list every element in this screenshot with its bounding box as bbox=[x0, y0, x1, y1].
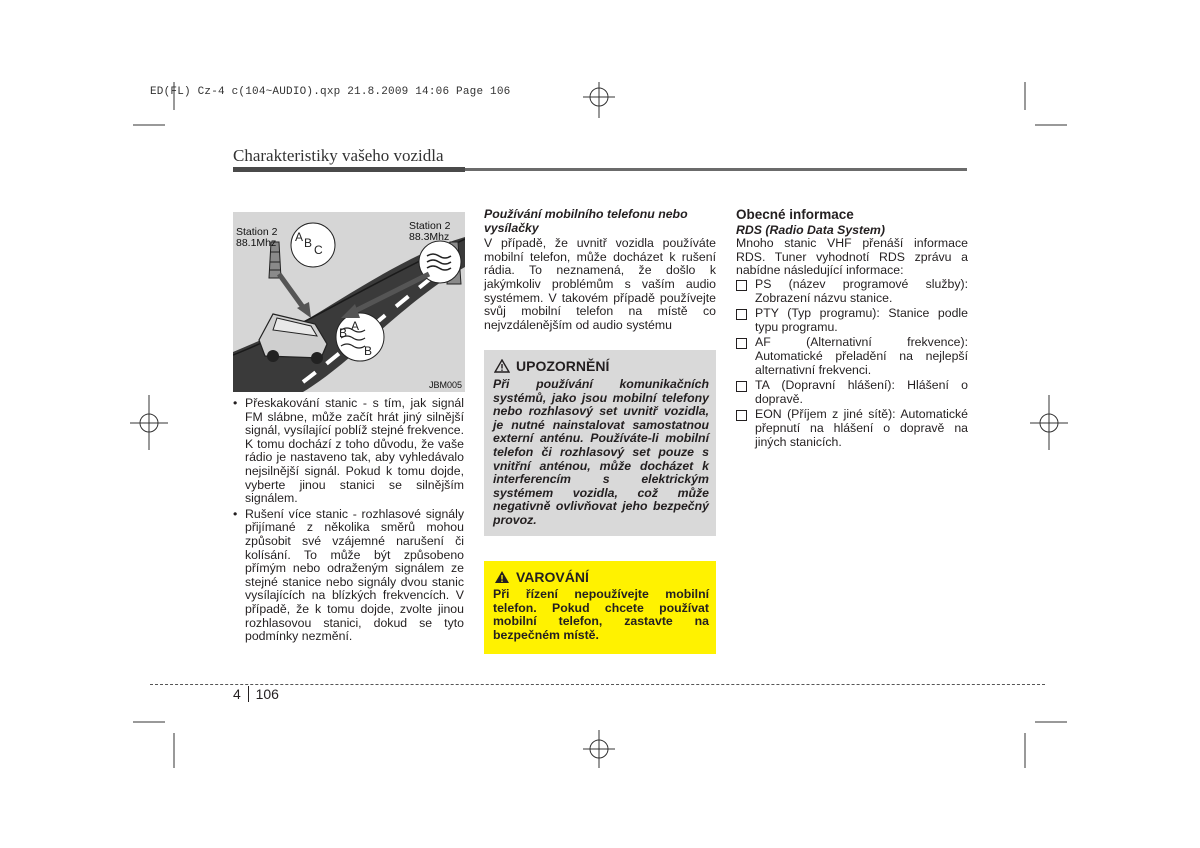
intro-paragraph: Mnoho stanic VHF přenáší informace RDS. Tuner vyhodnotí RDS zprávu a nabídne následující informace: bbox=[736, 236, 968, 278]
list-item: AF (Alternativní frekvence): Automatické přeladění na nejlepší alternativní frekvenci. bbox=[736, 336, 968, 377]
paragraph: V případě, že uvnitř vozidla používáte mobilní telefon, může docházet k rušení rádia. To neznamená, že došlo k jakýmkoliv problémům s vaším audio systémem. V takovém případě používejte svůj mobilní telefon na místě co nejvzdálenějším od audio systému bbox=[484, 236, 716, 332]
warning-title: VAROVÁNÍ bbox=[516, 569, 589, 585]
list-item: PTY (Typ programu): Stanice podle typu programu. bbox=[736, 307, 968, 334]
warning-text: Při řízení nepoužívejte mobilní telefon. Pokud chcete používat mobilní telefon, zastavte na bezpečném místě. bbox=[493, 587, 709, 642]
svg-text:A: A bbox=[351, 319, 360, 333]
section-number: 4 bbox=[233, 686, 241, 702]
svg-text:A: A bbox=[295, 230, 304, 244]
section-heading: Obecné informace bbox=[736, 207, 854, 222]
column-1 bbox=[233, 397, 464, 644]
list-item: EON (Příjem z jiné sítě): Automatické přepnutí na hlášení o dopravě na jiných stanicích. bbox=[736, 408, 968, 449]
svg-text:B: B bbox=[304, 236, 313, 250]
header-rule-accent bbox=[233, 167, 465, 172]
svg-text:C: C bbox=[314, 243, 323, 257]
checkbox-square-icon bbox=[736, 338, 747, 349]
column-2 bbox=[484, 208, 716, 332]
page-number bbox=[233, 686, 279, 702]
svg-text:B: B bbox=[339, 326, 348, 340]
page-header-title: Charakteristiky vašeho vozidla bbox=[233, 146, 444, 165]
list-item: • Rušení více stanic - rozhlasové signály přijímané z několika směrů mohou způsobit své vzájemné narušení či kolísání. To může být způsobeno přímým nebo odraženým signálem ze stejné stanice nebo signály dvou stanic vysílajících na blízkých frekvencích. V případě, že k tomu dojde, zvolte jinou rozhlasovou stanici, dokud se tyto podmínky nezmění. bbox=[233, 506, 464, 644]
caution-triangle-icon bbox=[494, 359, 510, 373]
radio-reception-figure bbox=[233, 212, 465, 392]
warning-triangle-icon bbox=[494, 570, 510, 584]
column-3 bbox=[736, 208, 968, 449]
print-slug: ED(FL) Cz-4 c(104~AUDIO).qxp 21.8.2009 14:06 Page 106 bbox=[150, 86, 511, 98]
caution-box bbox=[484, 350, 716, 536]
list-item: PS (název programové služby): Zobrazení názvu stanice. bbox=[736, 278, 968, 305]
station-2-freq: 88.3Mhz bbox=[409, 231, 450, 243]
footer-dashed-rule bbox=[150, 684, 1045, 685]
station-1-name: Station 2 bbox=[236, 226, 278, 238]
registration-mark-bottom bbox=[583, 730, 615, 768]
warning-box bbox=[484, 561, 716, 654]
registration-mark-top bbox=[583, 82, 615, 118]
checkbox-square-icon bbox=[736, 410, 747, 421]
figure-code: JBM005 bbox=[429, 380, 463, 390]
checkbox-square-icon bbox=[736, 280, 747, 291]
checkbox-square-icon bbox=[736, 381, 747, 392]
svg-text:B: B bbox=[364, 344, 373, 358]
list-item: • Přeskakování stanic - s tím, jak signál FM slábne, může začít hrát jiný silnější signál, vysílající poblíž stejné frekvence. K tomu dochází z toho důvodu, že vaše rádio je nastaveno tak, aby vyhledávalo nejsilnější signál. Pokud k tomu dojde, vyberte jinou stanici se silnějším signálem. bbox=[233, 396, 464, 506]
station-1-freq: 88.1Mhz bbox=[236, 237, 277, 249]
caution-title: UPOZORNĚNÍ bbox=[516, 358, 610, 374]
caution-text: Při používání komunikačních systémů, jako jsou mobilní telefony nebo rozhlasový set uvnitř vozidla, je nutné nainstalovat samostatnou externí anténu. Používáte-li mobilní telefon či rozhlasový set pouze s vnitřní anténou, může docházet k interferencím s elektrickým systémem vozidla, což může negativně ovlivňovat jeho bezpečný provoz. bbox=[493, 377, 709, 527]
station-2-name: Station 2 bbox=[409, 220, 451, 232]
section-subheading: RDS (Radio Data System) bbox=[736, 222, 885, 237]
subsection-title: Používání mobilního telefonu nebo vysílačky bbox=[484, 207, 688, 235]
checkbox-square-icon bbox=[736, 309, 747, 320]
page-number-value: 106 bbox=[255, 686, 279, 702]
list-item: TA (Dopravní hlášení): Hlášení o dopravě. bbox=[736, 379, 968, 406]
registration-mark-left bbox=[130, 395, 168, 450]
registration-mark-right bbox=[1030, 395, 1068, 450]
